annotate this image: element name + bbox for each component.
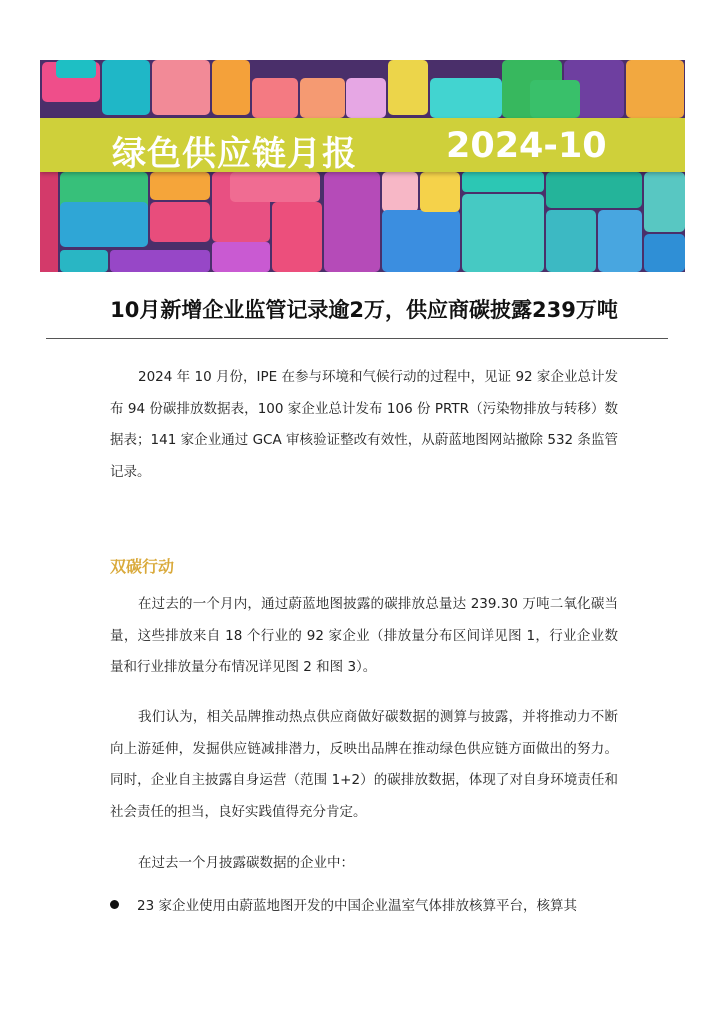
section-title: 双碳行动 bbox=[110, 557, 175, 576]
paragraph-3: 在过去一个月披露碳数据的企业中： bbox=[138, 855, 354, 871]
cover-banner bbox=[40, 60, 685, 272]
bullet-icon bbox=[110, 900, 119, 909]
divider bbox=[46, 338, 668, 339]
report-title: 绿色供应链月报 bbox=[112, 134, 357, 174]
bullet-item: 23 家企业使用由蔚蓝地图开发的中国企业温室气体排放核算平台，核算其 bbox=[137, 898, 577, 914]
paragraph-1: 在过去的一个月内，通过蔚蓝地图披露的碳排放总量达 239.30 万吨二氧化碳当量，这些排放来自 18 个行业的 92 家企业（排放量分布区间详见图 1，行业企业数量和行业排放量分布情况详见图 2 和图 3）。 bbox=[110, 596, 618, 675]
title-band bbox=[40, 118, 685, 172]
intro-paragraph: 2024 年 10 月份，IPE 在参与环境和气候行动的过程中，见证 92 家企业总计发布 94 份碳排放数据表，100 家企业总计发布 106 份 PRTR（污染物排放与转移）数据表；141 家企业通过 GCA 审核验证整改有效性，从蔚蓝地图网站撤除 532 条监管记录。 bbox=[110, 369, 618, 480]
paragraph-2: 我们认为，相关品牌推动热点供应商做好碳数据的测算与披露，并将推动力不断向上游延伸，发掘供应链减排潜力，反映出品牌在推动绿色供应链方面做出的努力。同时，企业自主披露自身运营（范围 1+2）的碳排放数据，体现了对自身环境责任和社会责任的担当，良好实践值得充分肯定。 bbox=[110, 709, 618, 820]
headline: 10月新增企业监管记录逾2万，供应商碳披露239万吨 bbox=[110, 298, 618, 322]
report-date: 2024-10 bbox=[446, 126, 607, 166]
